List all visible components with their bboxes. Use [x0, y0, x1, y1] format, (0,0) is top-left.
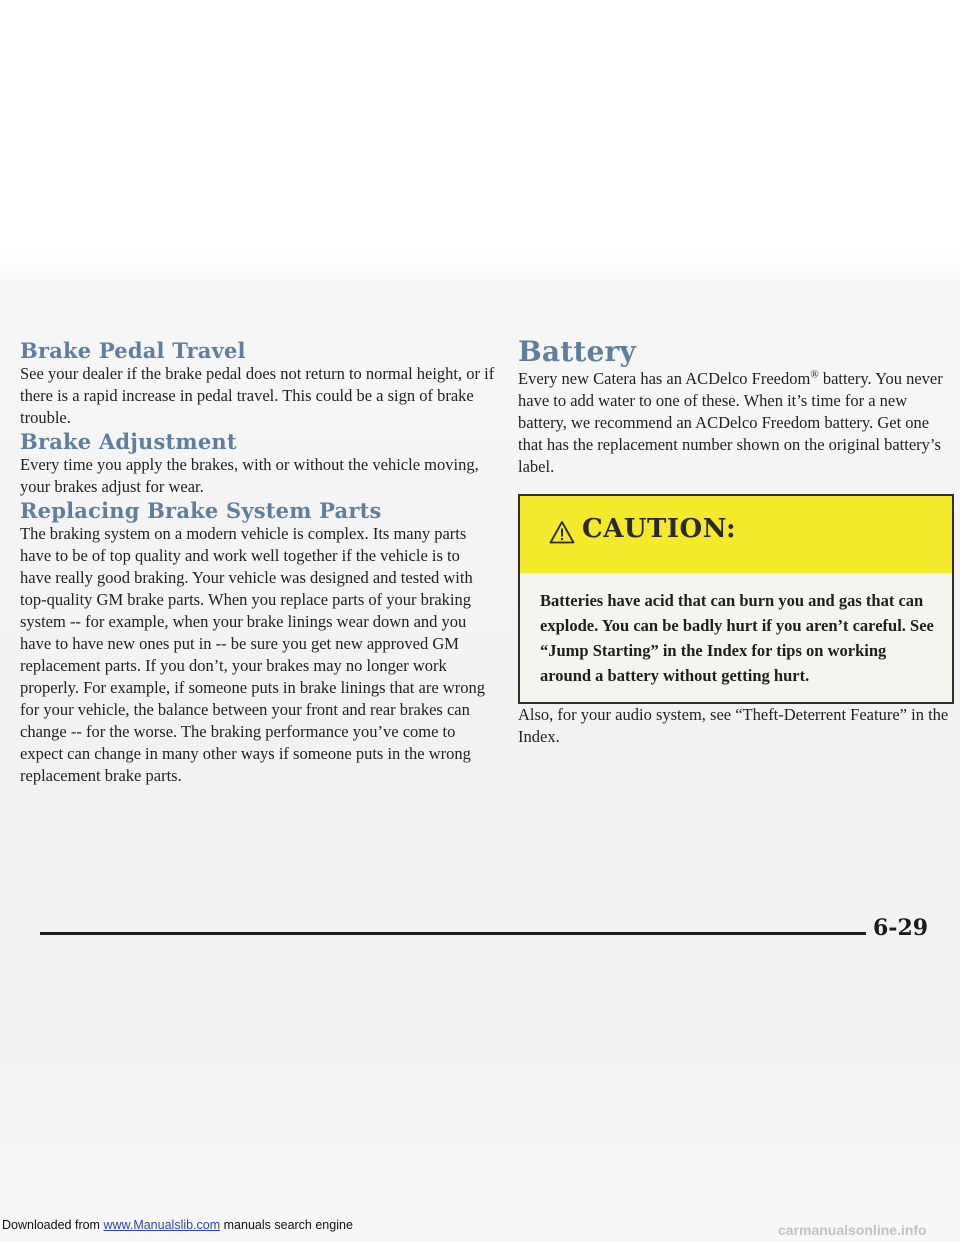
- manualslib-link[interactable]: www.Manualslib.com: [103, 1218, 221, 1232]
- watermark: carmanualsonline.info: [778, 1222, 927, 1238]
- brake-pedal-travel-heading: Brake Pedal Travel: [20, 338, 246, 363]
- battery-text-part2: battery. You never have to add water to one of these. When it’s time for a new battery, we recommend an ACDelco Freedom battery. Get one that has the replacement number shown on the original battery’s label.: [518, 369, 943, 476]
- banner-suffix: manuals search engine: [220, 1218, 353, 1232]
- battery-heading: Battery: [518, 335, 636, 368]
- replacing-brake-parts-heading: Replacing Brake System Parts: [20, 498, 382, 523]
- page-number: 6-29: [873, 915, 929, 941]
- caution-label: CAUTION:: [582, 514, 737, 544]
- caution-header: [520, 496, 952, 573]
- banner-prefix: Downloaded from: [2, 1218, 104, 1232]
- right-column: [518, 335, 954, 748]
- audio-system-note: Also, for your audio system, see “Theft-Deterrent Feature” in the Index.: [518, 705, 949, 746]
- brake-pedal-travel-text: See your dealer if the brake pedal does not return to normal height, or if there is a rapid increase in pedal travel. This could be a sign of brake trouble.: [20, 364, 495, 427]
- replacing-brake-parts-text: The braking system on a modern vehicle is complex. Its many parts have to be of top quality and work well together if the vehicle is to have really good braking. Your vehicle was designed and tested with top-quality GM brake parts. When you replace parts of your braking system -- for example, when your brake linings wear down and you have to have new ones put in -- be sure you get new approved GM replacement parts. If you don’t, your brakes may no longer work properly. For example, if someone puts in brake linings that are wrong for your vehicle, the balance between your front and rear brakes can change -- for the worse. The braking performance you’ve come to expect can change in many other ways if someone puts in the wrong replacement brake parts.: [20, 524, 485, 785]
- left-column: [20, 338, 495, 787]
- warning-triangle-icon: [549, 520, 575, 544]
- caution-text: Batteries have acid that can burn you and gas that can explode. You can be badly hurt if you aren’t careful. See “Jump Starting” in the Index for tips on working around a battery without getting hurt.: [540, 591, 934, 685]
- caution-box: [518, 494, 954, 704]
- registered-mark: ®: [810, 368, 819, 381]
- brake-adjustment-heading: Brake Adjustment: [20, 429, 237, 454]
- battery-text: [518, 368, 954, 478]
- download-banner: [2, 1218, 353, 1232]
- footer-rule: [40, 932, 866, 935]
- brake-adjustment-text: Every time you apply the brakes, with or without the vehicle moving, your brakes adjust for wear.: [20, 455, 479, 496]
- battery-text-part1: Every new Catera has an ACDelco Freedom: [518, 369, 811, 388]
